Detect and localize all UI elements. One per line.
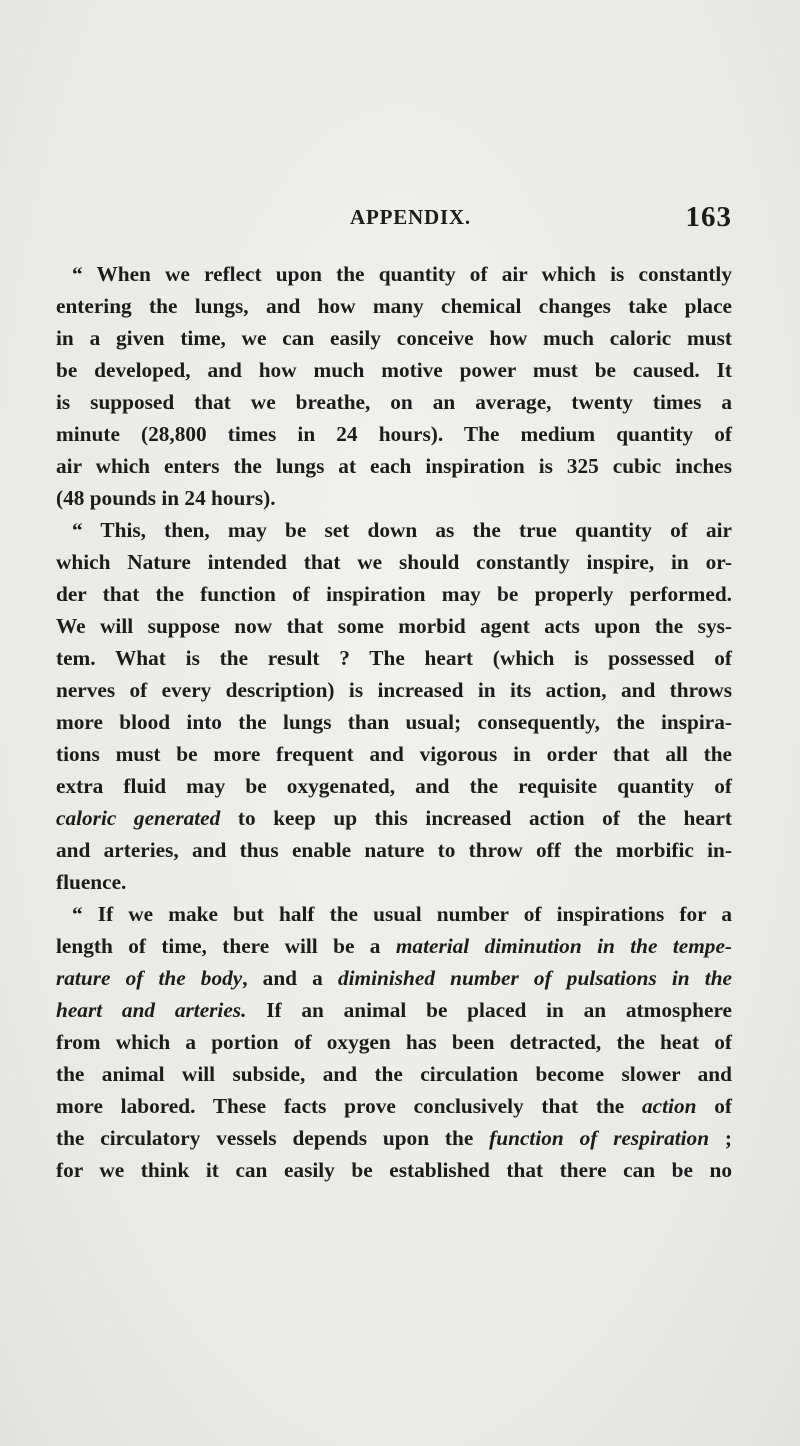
text-segment: from which a portion of oxygen has been detracted, the heat of — [56, 1030, 732, 1054]
text-line — [56, 1122, 732, 1154]
text-segment: “ When we reflect upon the quantity of air which is constantly — [72, 262, 732, 286]
text-line — [56, 258, 732, 290]
text-line — [56, 1090, 732, 1122]
text-segment: nerves of every description) is increased in its action, and throws — [56, 678, 732, 702]
text-segment: air which enters the lungs at each inspiration is 325 cubic inches — [56, 454, 732, 478]
text-segment: which Nature intended that we should constantly inspire, in or- — [56, 550, 732, 574]
italic-text-segment: action — [642, 1094, 697, 1118]
running-title: APPENDIX. — [350, 205, 471, 229]
text-segment: minute (28,800 times in 24 hours). The medium quantity of — [56, 422, 732, 446]
text-segment: fluence. — [56, 870, 127, 894]
running-header — [56, 201, 732, 237]
text-line — [56, 770, 732, 802]
text-segment: entering the lungs, and how many chemical changes take place — [56, 294, 732, 318]
text-segment: more blood into the lungs than usual; consequently, the inspira- — [56, 710, 732, 734]
text-segment: “ This, then, may be set down as the true quantity of air — [72, 518, 732, 542]
text-line — [56, 834, 732, 866]
text-segment: (48 pounds in 24 hours). — [56, 486, 276, 510]
text-line — [56, 386, 732, 418]
text-segment: be developed, and how much motive power must be caused. It — [56, 358, 732, 382]
text-line — [56, 578, 732, 610]
text-segment: of — [696, 1094, 732, 1118]
text-line — [56, 610, 732, 642]
text-line — [56, 802, 732, 834]
text-line — [56, 1026, 732, 1058]
text-segment: more labored. These facts prove conclusively that the — [56, 1094, 643, 1118]
text-segment: We will suppose now that some morbid agent acts upon the sys- — [56, 614, 732, 638]
text-line — [56, 482, 732, 514]
text-segment: der that the function of inspiration may be properly performed. — [56, 582, 732, 606]
text-line — [56, 994, 732, 1026]
text-line — [56, 514, 732, 546]
text-segment: , and a — [242, 966, 338, 990]
page-number: 163 — [685, 201, 732, 233]
text-segment: the circulatory vessels depends upon the — [56, 1126, 490, 1150]
italic-text-segment: caloric generated — [56, 806, 221, 830]
text-line — [56, 1058, 732, 1090]
text-segment: length of time, there will be a — [56, 934, 396, 958]
text-segment: ; — [709, 1126, 733, 1150]
text-line — [56, 418, 732, 450]
text-line — [56, 706, 732, 738]
text-line — [56, 962, 732, 994]
text-segment: tem. What is the result ? The heart (which is possessed of — [56, 646, 732, 670]
body-text — [56, 258, 732, 1186]
text-line — [56, 290, 732, 322]
italic-text-segment: function of respiration — [489, 1126, 710, 1150]
text-line — [56, 738, 732, 770]
text-segment: extra fluid may be oxygenated, and the requisite quantity of — [56, 774, 732, 798]
text-line — [56, 674, 732, 706]
text-line — [56, 450, 732, 482]
text-segment: and arteries, and thus enable nature to throw off the morbific in- — [56, 838, 732, 862]
text-line — [56, 546, 732, 578]
text-segment: in a given time, we can easily conceive how much caloric must — [56, 326, 732, 350]
text-segment: to keep up this increased action of the heart — [220, 806, 732, 830]
text-segment: for we think it can easily be established that there can be no — [56, 1158, 732, 1182]
text-segment: is supposed that we breathe, on an average, twenty times a — [56, 390, 732, 414]
text-line — [56, 1154, 732, 1186]
text-segment: tions must be more frequent and vigorous in order that all the — [56, 742, 732, 766]
italic-text-segment: material diminution in the tempe- — [395, 934, 732, 958]
text-line — [56, 642, 732, 674]
text-segment: “ If we make but half the usual number of inspirations for a — [72, 902, 732, 926]
text-line — [56, 930, 732, 962]
italic-text-segment: heart and arteries. — [56, 998, 247, 1022]
text-segment: the animal will subside, and the circulation become slower and — [56, 1062, 732, 1086]
text-line — [56, 898, 732, 930]
text-line — [56, 322, 732, 354]
italic-text-segment: rature of the body — [56, 966, 243, 990]
text-line — [56, 354, 732, 386]
text-line — [56, 866, 732, 898]
text-segment: If an animal be placed in an atmosphere — [246, 998, 732, 1022]
italic-text-segment: diminished number of pulsations in the — [337, 966, 733, 990]
